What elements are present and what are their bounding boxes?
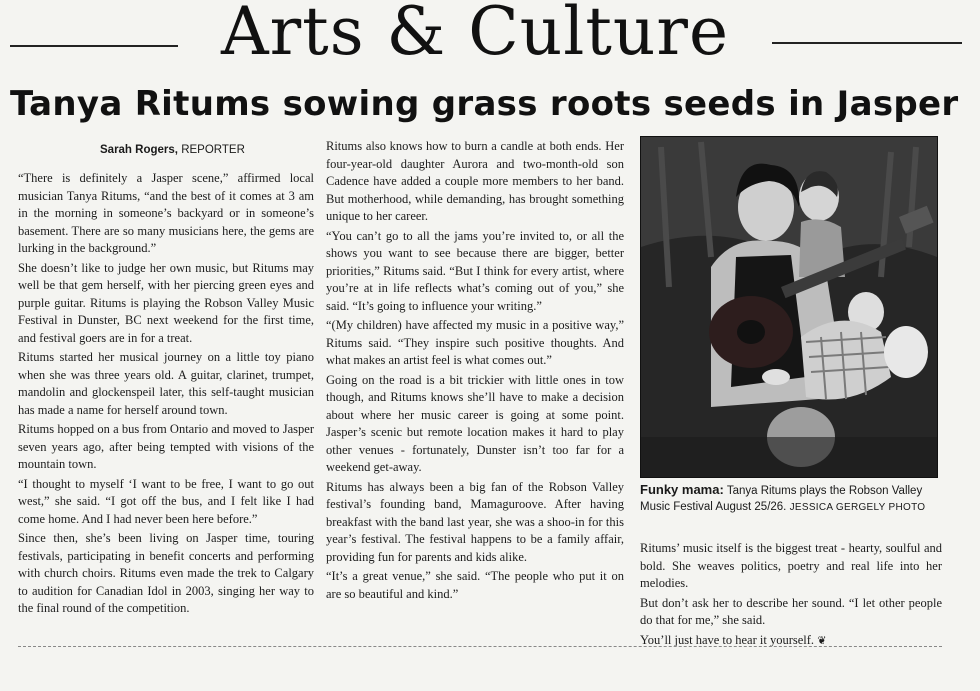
paragraph-text: You’ll just have to hear it yourself. [640, 632, 815, 647]
title-rule-right [772, 42, 962, 44]
byline-name: Sarah Rogers, [100, 144, 178, 156]
paragraph: “There is definitely a Jasper scene,” affirmed local musician Tanya Ritums, “and the best of it comes at 3 am in the morning in someone’s backyard or in someone’s basement. There are so many musicians here, the gems are lurking in the background.” [18, 171, 314, 255]
paragraph: She doesn’t like to judge her own music, but Ritums may well be that gem herself, with her piercing green eyes and purple guitar. Ritums is playing the Robson Valley Music Festival in Dunster, BC next weekend for the first time, and festival goers are in for a treat. [18, 260, 314, 345]
bottom-divider [18, 646, 942, 647]
byline [100, 144, 245, 156]
photo-caption [640, 482, 940, 516]
paragraph: “I thought to myself ‘I want to be free, I want to go out west,” she said. “I got off the bus, and I felt like I had come home. And I had never been here before.” [18, 476, 314, 526]
title-rule-left [10, 45, 178, 47]
paragraph: But don’t ask her to describe her sound. “I let other people do that for me,” she said. [640, 595, 942, 627]
paragraph: Ritums started her musical journey on a little toy piano when she was three years old. A guitar, clarinet, trumpet, mandolin and glockenspeil later, this self-taught musician has made a name for herself around town. [18, 350, 314, 417]
caption-text: Tanya Ritums plays the Robson Valley Music Festival August 25/26. [640, 485, 923, 513]
paragraph: “You can’t go to all the jams you’re invited to, or all the shows you want to see because there are bigger, better priorities,” Ritums said. “But I think for every artist, where you’re at in life reflects what’s coming out of you,” she said. “It’s going to influence your writing.” [326, 228, 624, 313]
paragraph: Going on the road is a bit trickier with little ones in tow though, and Ritums knows she’ll have to make a decision about where her music career is going at some point. Jasper’s scenic but remote location makes it hard to play other venues - fortunately, Dunster isn’t too far for a weekend get-away. [326, 372, 624, 474]
paragraph: Ritums hopped on a bus from Ontario and moved to Jasper seven years ago, after being tempted with visions of the mountain town. [18, 422, 314, 471]
paragraph: Ritums’ music itself is the biggest treat - hearty, soulful and bold. She weaves politics, poetry and real life into her melodies. [640, 541, 942, 590]
section-title: Arts & Culture [220, 0, 730, 70]
paragraph: Ritums also knows how to burn a candle at both ends. Her four-year-old daughter Aurora and two-month-old son Cadence have added a couple more members to her band. But motherhood, while demanding, has brought something unique to her career. [326, 139, 624, 223]
article-photo [640, 136, 938, 478]
article-column-1 [18, 170, 314, 620]
article-headline: Tanya Ritums sowing grass roots seeds in Jasper [10, 84, 959, 124]
end-mark-icon: ❦ [817, 634, 827, 647]
paragraph: Ritums has always been a big fan of the Robson Valley festival’s founding band, Mamaguroove. After having breakfast with the band last year, she was a shoo-in for this year’s festival. The festival happens to be a family affair, providing fun for parents and kids alike. [326, 479, 624, 564]
paragraph: “(My children) have affected my music in a positive way,” Ritums said. “They inspire such positive thoughts. And what makes an artist feel is what comes out.” [326, 318, 624, 367]
article-column-2 [326, 138, 624, 605]
byline-role: REPORTER [181, 144, 245, 156]
paragraph: Since then, she’s been living on Jasper time, touring festivals, participating in benefit concerts and performing with church choirs. Ritums even made the trek to Calgary to audition for Canadian Idol in 2003, singing her way to the final round of the competition. [18, 531, 314, 615]
paragraph: “It’s a great venue,” she said. “The people who put it on are so beautiful and kind.” [326, 569, 624, 601]
photo-credit: JESSICA GERGELY PHOTO [789, 502, 926, 513]
paragraph [640, 632, 942, 651]
article-column-3 [640, 540, 942, 652]
caption-lead: Funky mama: [640, 482, 724, 497]
photo-illustration [641, 137, 937, 477]
